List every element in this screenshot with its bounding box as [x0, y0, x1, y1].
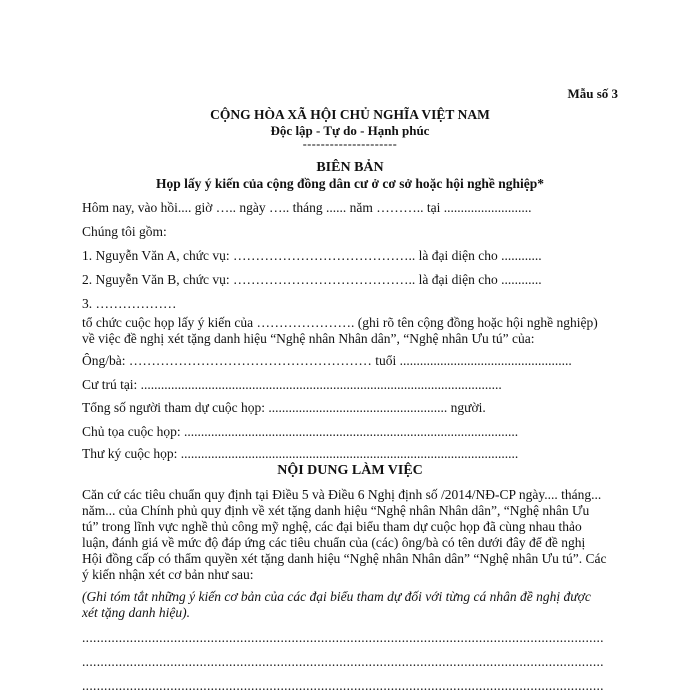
- organize-line-2: về việc đề nghị xét tặng danh hiệu “Nghệ nhân Nhân dân”, “Nghệ nhân Ưu tú” của:: [82, 331, 535, 346]
- paragraph-line: Hội đồng cấp có thẩm quyền xét tặng danh hiệu “Nghệ nhân Nhân dân” “Nghệ nhân Ưu tú”. Các: [82, 551, 607, 566]
- organize-line-1: tổ chức cuộc họp lấy ý kiến của …………………. (ghi rõ tên cộng đồng hoặc hội nghề nghiệp): [82, 315, 598, 330]
- document-title: BIÊN BẢN: [316, 160, 384, 175]
- note-line: xét tặng danh hiệu).: [82, 605, 190, 620]
- section-title: NỘI DUNG LÀM VIỆC: [277, 463, 423, 478]
- date-line: Hôm nay, vào hồi.... giờ ….. ngày ….. tháng ...... năm ……….. tại ..........................: [82, 200, 532, 215]
- dotted-line: ..............................................................................................................................................: [82, 630, 604, 645]
- paragraph-line: ý kiến nhận xét cơ bản như sau:: [82, 567, 254, 582]
- person-line: Ông/bà: ……………………………………………… tuổi ...................................................: [82, 353, 572, 368]
- document-subtitle: Họp lấy ý kiến của cộng đồng dân cư ở cơ sở hoặc hội nghề nghiệp*: [156, 176, 544, 191]
- header-separator: ---------------------: [302, 137, 398, 151]
- motto: Độc lập - Tự do - Hạnh phúc: [270, 123, 430, 138]
- we-include-line: Chúng tôi gồm:: [82, 224, 167, 239]
- form-number: Mẫu số 3: [567, 86, 618, 101]
- secretary-line: Thư ký cuộc họp: ....................................................................................................: [82, 446, 519, 461]
- member-3-line: 3. ………………: [82, 296, 177, 311]
- paragraph-line: luận, đánh giá về mức độ đáp ứng các tiêu chuẩn của (các) ông/bà có tên dưới đây để đề nghị: [82, 535, 586, 550]
- residence-line: Cư trú tại: ...........................................................................................................: [82, 377, 502, 392]
- dotted-line: ..............................................................................................................................................: [82, 678, 604, 693]
- chair-line: Chủ tọa cuộc họp: ...................................................................................................: [82, 424, 519, 439]
- dotted-line: ..............................................................................................................................................: [82, 654, 604, 669]
- paragraph-line: năm... của Chính phủ quy định về xét tặng danh hiệu “Nghệ nhân Nhân dân”, “Nghệ nhân Ưu: [82, 503, 590, 518]
- note-line: (Ghi tóm tắt những ý kiến cơ bản của các đại biểu tham dự đối với từng cá nhân đề nghị được: [82, 589, 591, 604]
- paragraph-line: tú” trong lĩnh vực nghề thủ công mỹ nghệ, các đại biểu tham dự cuộc họp đã cùng nhau thảo: [82, 519, 582, 534]
- country-header: CỘNG HÒA XÃ HỘI CHỦ NGHĨA VIỆT NAM: [210, 107, 490, 122]
- attendees-line: Tổng số người tham dự cuộc họp: ..................................................... người.: [82, 400, 486, 415]
- member-1-line: 1. Nguyễn Văn A, chức vụ: ………………………………….. là đại diện cho ............: [82, 248, 542, 263]
- paragraph-line: Căn cứ các tiêu chuẩn quy định tại Điều 5 và Điều 6 Nghị định số /2014/NĐ-CP ngày.... tháng...: [82, 487, 602, 502]
- member-2-line: 2. Nguyễn Văn B, chức vụ: ………………………………….. là đại diện cho ............: [82, 272, 542, 287]
